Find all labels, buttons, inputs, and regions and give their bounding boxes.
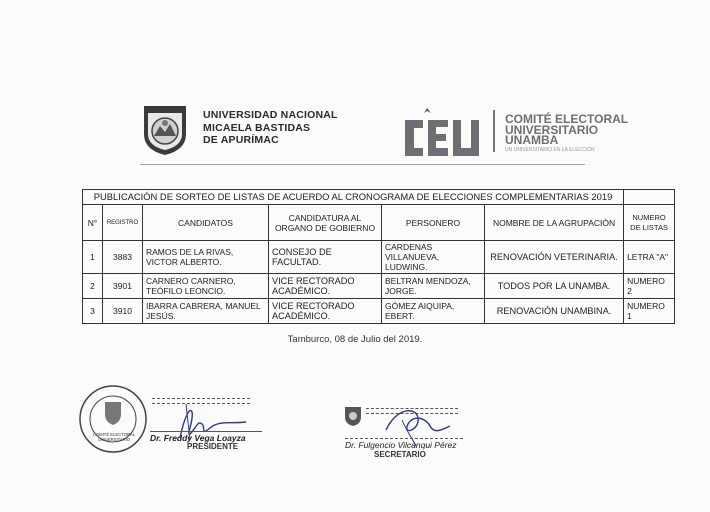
row-personero: BELTRAN MENDOZA, JORGE. xyxy=(382,274,485,299)
committee-seal-stamp-icon xyxy=(78,384,148,454)
table-row xyxy=(83,241,675,274)
university-name-line-2: MICAELA BASTIDAS xyxy=(203,121,311,134)
header-numero-listas: NUMERO DE LISTAS xyxy=(624,205,675,241)
row-agrupacion: RENOVACIÓN VETERINARIA. xyxy=(485,241,624,274)
row-candidatos: CARNERO CARNERO, TEÓFILO LEONCIO. xyxy=(143,274,269,299)
seal-caption: MICAELA BASTIDAS xyxy=(148,103,182,107)
row-lista: LETRA "A" xyxy=(624,241,675,274)
president-name: Dr. Freddy Vega Loayza xyxy=(150,433,246,443)
committee-name-line-1: COMITÉ ELECTORAL xyxy=(505,112,629,126)
row-agrupacion: RENOVACIÓN UNAMBINA. xyxy=(485,299,624,324)
header-num: N° xyxy=(83,205,103,241)
row-personero: CARDENAS VILLANUEVA, LUDWING. xyxy=(382,241,485,274)
row-candidatura: VICE RECTORADO ACADÉMICO. xyxy=(269,274,382,299)
committee-name-line-2: UNIVERSITARIO xyxy=(505,122,599,137)
row-registro: 3901 xyxy=(103,274,143,299)
table-row xyxy=(83,274,675,299)
row-candidatura: VICE RECTORADO ACADÉMICO. xyxy=(269,299,382,324)
committee-name-line-3: UNAMBA xyxy=(505,133,559,147)
committee-name xyxy=(505,114,628,154)
header-agrupacion: NOMBRE DE LA AGRUPACIÓN xyxy=(485,205,624,241)
row-number: 1 xyxy=(83,241,103,274)
seal-stamp-text: COMITÉ ELECTORAL UNIVERSITARIO xyxy=(92,432,136,442)
row-agrupacion: TODOS POR LA UNAMBA. xyxy=(485,274,624,299)
university-name xyxy=(203,109,338,147)
row-lista: NUMERO 2 xyxy=(624,274,675,299)
header-personero: PERSONERO xyxy=(382,205,485,241)
row-registro: 3883 xyxy=(103,241,143,274)
row-number: 2 xyxy=(83,274,103,299)
signature-line xyxy=(150,431,262,432)
university-name-line-1: UNIVERSIDAD NACIONAL xyxy=(203,109,338,121)
row-personero: GÓMEZ AIQUIPA, EBERT. xyxy=(382,299,485,324)
results-table xyxy=(82,189,675,324)
secretary-role: SECRETARIO xyxy=(374,450,426,459)
table-title-blank xyxy=(624,190,675,205)
committee-subtitle: UN UNIVERSITARIO EN LA ELECCIÓN xyxy=(505,146,595,153)
date-line: Tamburco, 08 de Julio del 2019. xyxy=(287,334,423,345)
ceu-logo-icon xyxy=(401,106,487,160)
header-candidatura: CANDIDATURA AL ORGANO DE GOBIERNO xyxy=(269,205,382,241)
signature-line xyxy=(345,438,463,439)
table-row xyxy=(83,299,675,324)
row-candidatos: RAMOS DE LA RIVAS, VICTOR ALBERTO. xyxy=(143,241,269,274)
header-divider xyxy=(140,164,585,165)
university-seal-icon xyxy=(141,104,189,156)
row-registro: 3910 xyxy=(103,299,143,324)
university-name-line-3: DE APURÍMAC xyxy=(203,134,279,146)
header-registro: REGISTRO xyxy=(103,205,143,241)
row-candidatos: IBARRA CABRERA, MANUEL JESÚS. xyxy=(143,299,269,324)
row-number: 3 xyxy=(83,299,103,324)
table-title: PUBLICACIÓN DE SORTEO DE LISTAS DE ACUERDO AL CRONOGRAMA DE ELECCIONES COMPLEMENTARIAS 2019 xyxy=(83,190,624,205)
row-lista: NUMERO 1 xyxy=(624,299,675,324)
secretary-name: Dr. Fulgencio Vilcanqui Pérez xyxy=(345,440,457,450)
header-candidatos: CANDIDATOS xyxy=(143,205,269,241)
president-role: PRESIDENTE xyxy=(187,442,239,451)
committee-divider xyxy=(493,110,495,152)
row-candidatura: CONSEJO DE FACULTAD. xyxy=(269,241,382,274)
